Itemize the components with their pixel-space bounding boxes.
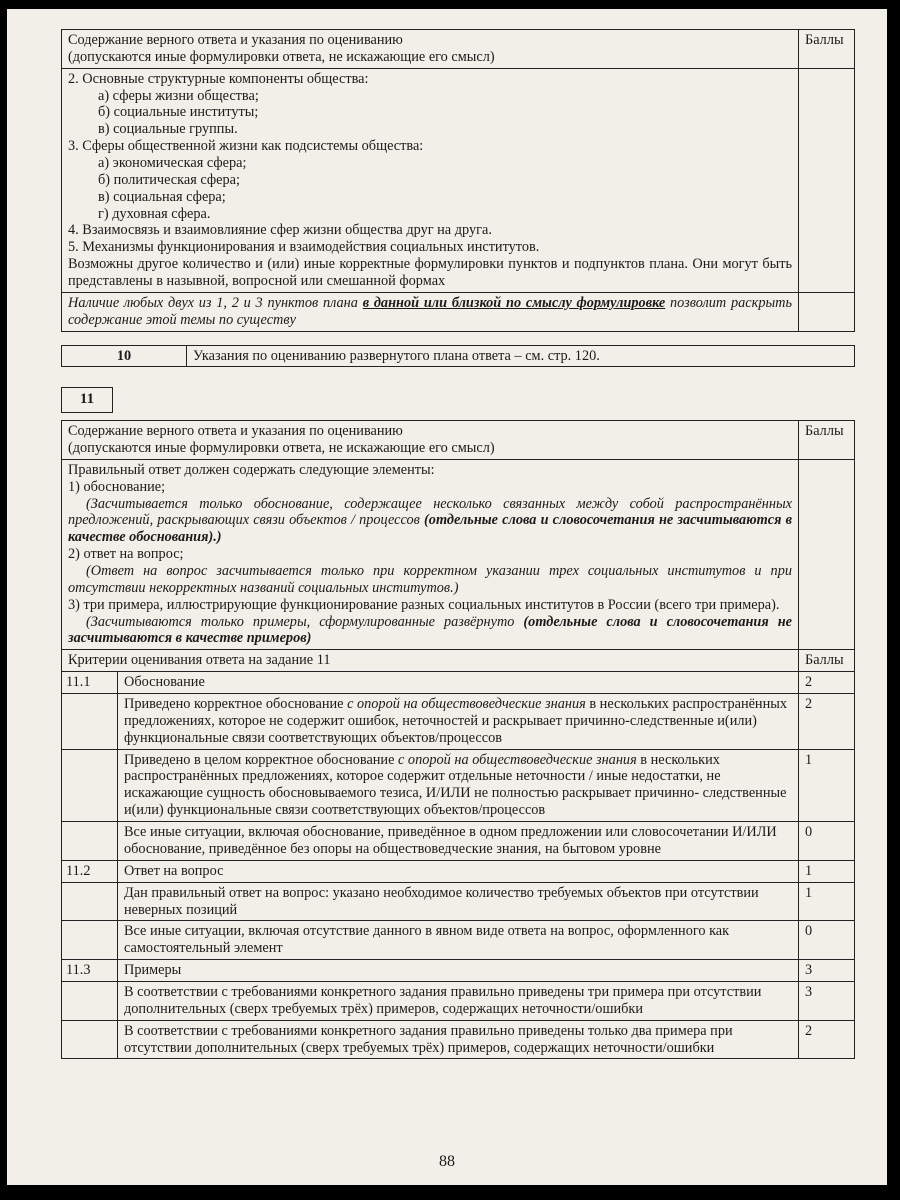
table2-intro-points xyxy=(799,459,855,649)
text-line xyxy=(68,295,792,329)
criterion-number: 11.3 xyxy=(62,960,118,982)
criterion-number: 11.2 xyxy=(62,860,118,882)
criterion-detail-text xyxy=(118,749,799,821)
text-segment: 4. Взаимосвязь и взаимовлияние сфер жизни общества друг на друга. xyxy=(68,222,492,239)
text-segment: г) духовная сфера. xyxy=(98,205,211,222)
row10-row xyxy=(62,345,855,367)
table2-intro-row xyxy=(62,459,855,649)
criterion-number-empty xyxy=(62,981,118,1020)
criterion-detail-row xyxy=(62,981,855,1020)
text-line xyxy=(68,121,792,138)
table1-note-points xyxy=(799,292,855,331)
table2-points-header: Баллы xyxy=(799,421,855,460)
text-line xyxy=(68,222,792,239)
text-line xyxy=(68,614,792,648)
text-segment: в) социальная сфера; xyxy=(98,188,226,205)
table1-points-header: Баллы xyxy=(799,30,855,69)
question-number-box: 11 xyxy=(61,387,113,413)
text-segment: 2) ответ на вопрос; xyxy=(68,546,184,563)
table1-title: Содержание верного ответа и указания по оцениванию xyxy=(68,32,403,48)
text-segment: Дан правильный ответ на вопрос: указано необходимое количество требуемых объектов при отсутствии неверных позиций xyxy=(124,884,759,918)
text-line xyxy=(68,479,792,496)
text-line xyxy=(68,563,792,597)
table2-header-cell xyxy=(62,421,799,460)
criterion-detail-points: 0 xyxy=(799,822,855,861)
table1-body-points xyxy=(799,68,855,292)
criteria-header-title: Критерии оценивания ответа на задание 11 xyxy=(62,650,799,672)
text-line xyxy=(68,206,792,223)
text-segment: б) социальные институты; xyxy=(98,104,259,121)
table2-intro xyxy=(62,459,799,649)
criterion-number-empty xyxy=(62,921,118,960)
text-segment: Возможны другое количество и (или) иные корректные формулировки пунктов и подпунктов плана. Они могут быть представлены в назывной, вопросной или смешанной формах xyxy=(68,256,792,290)
criterion-title-row xyxy=(62,672,855,694)
text-line xyxy=(68,155,792,172)
table1-body-text xyxy=(62,68,799,292)
criterion-detail-text xyxy=(118,921,799,960)
criterion-detail-row xyxy=(62,822,855,861)
text-segment: (Засчитывается только обоснование, содержащее несколько связанных между собой распространённых предложений, раскрывающих связи объектов / процессов xyxy=(68,495,792,529)
criterion-number-empty xyxy=(62,694,118,750)
text-segment: б) политическая сфера; xyxy=(98,171,240,188)
criterion-detail-text xyxy=(118,1020,799,1059)
task10-number-cell: 10 xyxy=(62,345,187,367)
text-line xyxy=(68,71,792,88)
table1-subtitle: (допускаются иные формулировки ответа, не искажающие его смысл) xyxy=(68,48,495,65)
text-segment: Наличие любых двух из 1, 2 и 3 пунктов плана xyxy=(68,294,363,311)
text-segment: а) экономическая сфера; xyxy=(98,155,247,172)
criterion-detail-points: 0 xyxy=(799,921,855,960)
text-segment: с опорой на обществоведческие знания xyxy=(347,696,586,713)
criterion-detail-text xyxy=(118,822,799,861)
criterion-title: Примеры xyxy=(118,960,799,982)
criteria-header-row xyxy=(62,650,855,672)
text-segment: в данной или близкой по смыслу формулировке xyxy=(362,294,666,311)
text-segment: Все иные ситуации, включая обоснование, приведённое в одном предложении или словосочетании И/ИЛИ обоснование, приведённое без опоры на обществоведческие знания, на бытовом уровне xyxy=(124,824,777,857)
text-segment: 3. Сферы общественной жизни как подсистемы общества: xyxy=(68,138,424,155)
criterion-detail-points: 2 xyxy=(799,694,855,750)
criterion-detail-points: 2 xyxy=(799,1020,855,1059)
criterion-max-points: 1 xyxy=(799,860,855,882)
text-segment: 5. Механизмы функционирования и взаимодействия социальных институтов. xyxy=(68,239,540,256)
text-segment: позволит раскрыть содержание этой темы по существу xyxy=(68,294,792,328)
criterion-title: Обоснование xyxy=(118,672,799,694)
text-segment: Все иные ситуации, включая отсутствие данного в явном виде ответа на вопрос, оформленного как самостоятельный элемент xyxy=(124,923,730,957)
text-line xyxy=(68,597,792,614)
row10-table xyxy=(61,345,855,368)
criterion-detail-row xyxy=(62,921,855,960)
text-line xyxy=(68,546,792,563)
criterion-detail-text xyxy=(118,882,799,921)
text-segment: 3) три примера, иллюстрирующие функционирование разных социальных институтов в России (всего три примера). xyxy=(68,596,780,613)
table1-note-row xyxy=(62,292,855,331)
criterion-title: Ответ на вопрос xyxy=(118,860,799,882)
criteria-points-header: Баллы xyxy=(799,650,855,672)
text-segment: Правильный ответ должен содержать следующие элементы: xyxy=(68,461,435,478)
criterion-detail-points: 3 xyxy=(799,981,855,1020)
criterion-max-points: 3 xyxy=(799,960,855,982)
criterion-detail-points: 1 xyxy=(799,749,855,821)
table2-subtitle: (допускаются иные формулировки ответа, не искажающие его смысл) xyxy=(68,440,495,457)
text-line xyxy=(68,138,792,155)
table-task11-grading xyxy=(61,420,855,1059)
criterion-detail-row xyxy=(62,694,855,750)
text-segment: 2. Основные структурные компоненты общества: xyxy=(68,70,369,87)
task10-text-cell: Указания по оцениванию развернутого плана ответа – см. стр. 120. xyxy=(187,345,855,367)
text-segment: (Ответ на вопрос засчитывается только при корректном указании трех социальных институтов и при отсутствии некорректных названий социальных институтов.) xyxy=(68,563,792,596)
page-number: 88 xyxy=(439,1153,455,1171)
criterion-max-points: 2 xyxy=(799,672,855,694)
table2-title: Содержание верного ответа и указания по оцениванию xyxy=(68,423,403,440)
text-segment: в) социальные группы. xyxy=(98,121,238,138)
criterion-detail-text xyxy=(118,981,799,1020)
criterion-number-empty xyxy=(62,882,118,921)
text-line xyxy=(68,172,792,189)
criterion-number: 11.1 xyxy=(62,672,118,694)
text-segment: с опорой на обществоведческие знания xyxy=(398,751,637,768)
criterion-number-empty xyxy=(62,1020,118,1059)
table1-header-row xyxy=(62,30,855,69)
text-segment: (Засчитываются только примеры, сформулированные развёрнуто xyxy=(86,613,524,630)
text-segment: (отдельные слова и словосочетания не засчитываются в качестве обоснования).) xyxy=(68,512,792,546)
criterion-detail-text xyxy=(118,694,799,750)
text-segment: Приведено в целом корректное обоснование xyxy=(124,751,399,768)
text-line xyxy=(68,462,792,479)
criterion-detail-points: 1 xyxy=(799,882,855,921)
criterion-detail-row xyxy=(62,882,855,921)
page xyxy=(7,9,887,1185)
criterion-number-empty xyxy=(62,749,118,821)
criterion-title-row xyxy=(62,860,855,882)
text-segment: в нескольких распространённых предложениях, которое содержит отдельные неточности / иные недостатки, не искажающие сущность обосновываемого тезиса, И/ИЛИ не полностью раскрывает причинно- следственные и(или) функциональные связи соответствующих объектов/процессов xyxy=(124,751,787,819)
text-segment: В соответствии с требованиями конкретного задания правильно приведены три примера при отсутствии дополнительных (сверх требуемых трёх) примеров, содержащих неточности/ошибки xyxy=(124,983,762,1017)
table1-body-row xyxy=(62,68,855,292)
table1-note xyxy=(62,292,799,331)
criterion-detail-row xyxy=(62,749,855,821)
table-plan-grading xyxy=(61,29,855,332)
text-segment: (отдельные слова и словосочетания не засчитываются в качестве примеров) xyxy=(68,613,792,647)
text-segment: В соответствии с требованиями конкретного задания правильно приведены только два примера при отсутствии дополнительных (сверх требуемых трёх) примеров, содержащих неточности/ошибки xyxy=(124,1022,733,1056)
text-segment: 1) обоснование; xyxy=(68,478,166,495)
table2-header-row xyxy=(62,421,855,460)
text-segment: в нескольких распространённых предложениях, которое не содержит ошибок, неточностей и раскрывает причинно-следственные и(или) функциональные связи соответствующих объектов/процессов xyxy=(124,696,787,746)
text-line xyxy=(68,256,792,290)
text-segment: а) сферы жизни общества; xyxy=(98,87,259,104)
criterion-detail-row xyxy=(62,1020,855,1059)
text-line xyxy=(68,239,792,256)
text-line xyxy=(68,496,792,547)
text-line xyxy=(68,88,792,105)
criteria-body xyxy=(62,672,855,1059)
criterion-title-row xyxy=(62,960,855,982)
table1-header-cell xyxy=(62,30,799,69)
criterion-number-empty xyxy=(62,822,118,861)
text-line xyxy=(68,104,792,121)
text-line xyxy=(68,189,792,206)
text-segment: Приведено корректное обоснование xyxy=(124,696,348,713)
